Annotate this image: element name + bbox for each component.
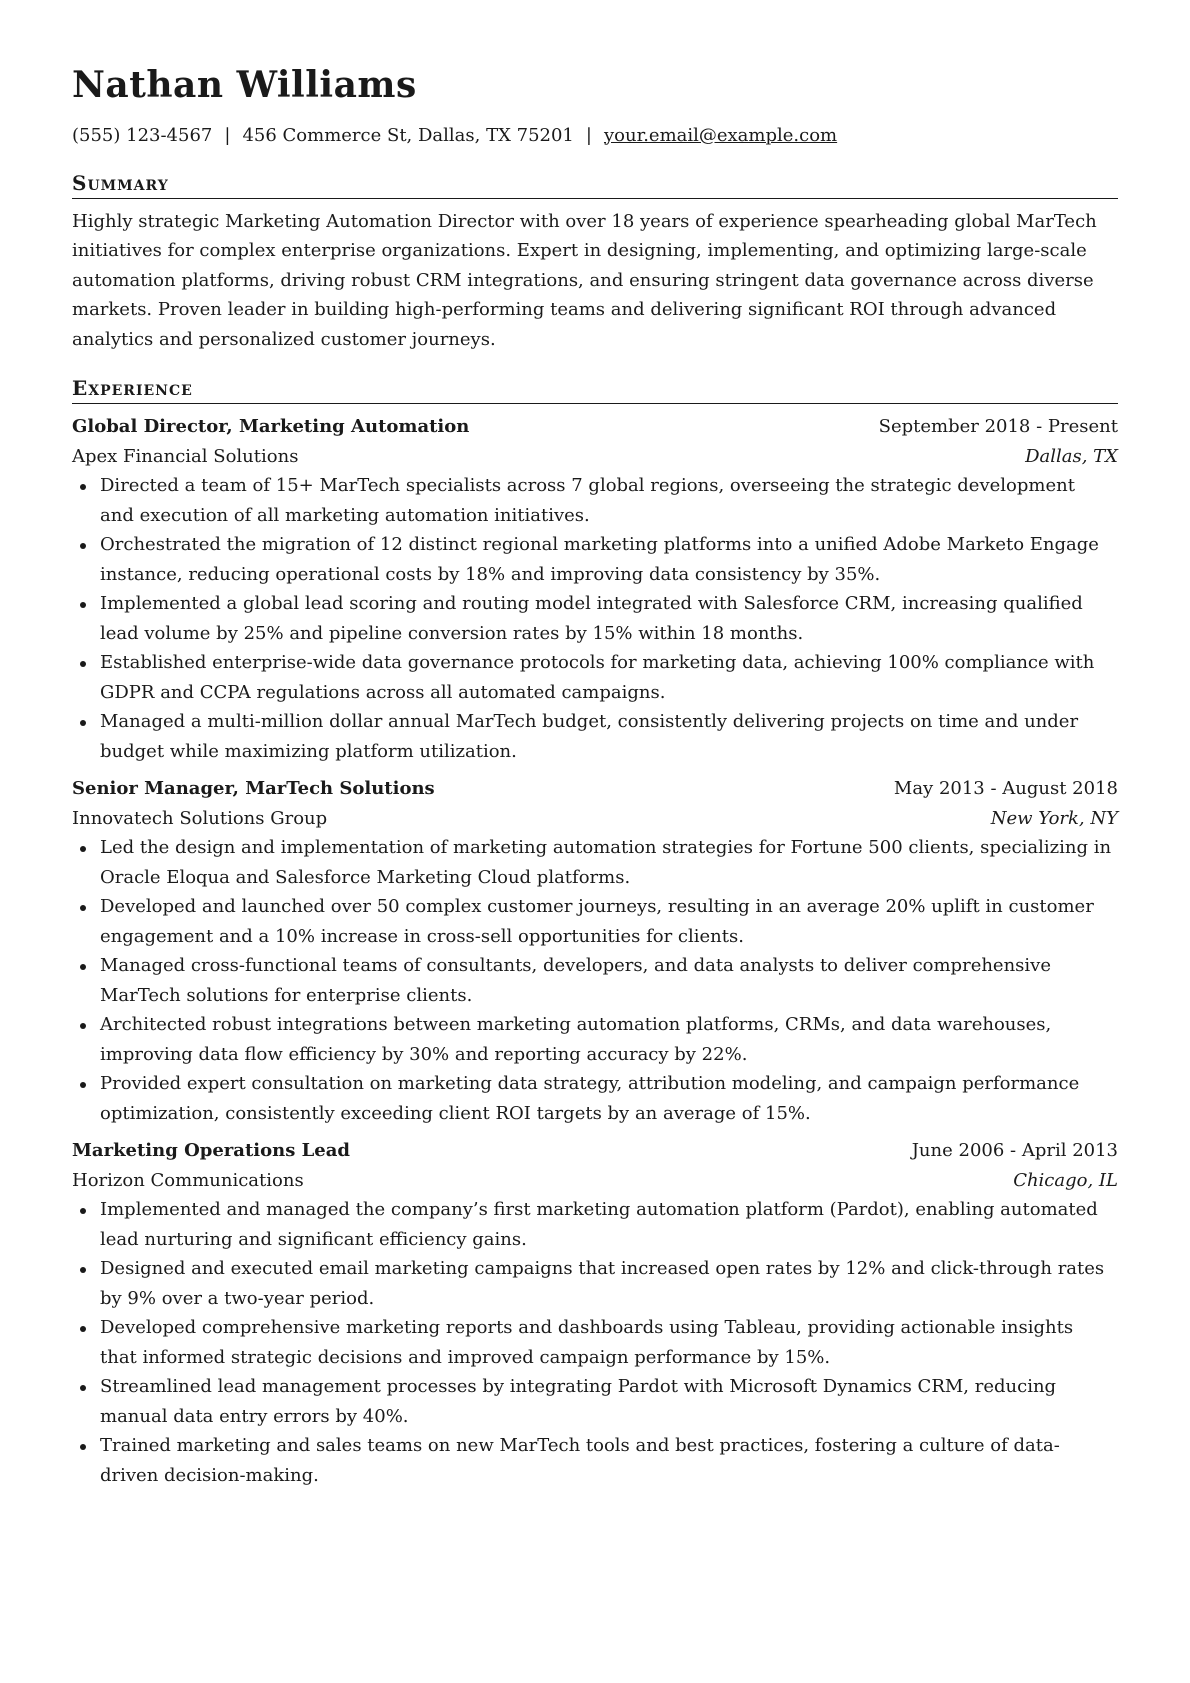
bullet-text: Provided expert consultation on marketing data strategy, attribution modeling, and campaign performance optimization, consistently exceeding client ROI targets by an average of 15%. — [100, 1073, 1080, 1124]
job-dates: May 2013 - August 2018 — [893, 778, 1118, 800]
job-header-row — [72, 774, 1118, 804]
bullet-item — [72, 1010, 1118, 1069]
job-dates: September 2018 - Present — [878, 416, 1118, 438]
bullet-icon — [80, 1208, 86, 1214]
bullet-item — [72, 471, 1118, 530]
bullet-item — [72, 1313, 1118, 1372]
job-company-row — [72, 804, 1118, 834]
bullet-item — [72, 1254, 1118, 1313]
job-header-row — [72, 412, 1118, 442]
address: 456 Commerce St, Dallas, TX 75201 — [242, 124, 574, 146]
job-header-row — [72, 1136, 1118, 1166]
summary-text: Highly strategic Marketing Automation Director with over 18 years of experience spearheading global MarTech initiatives for complex enterprise organizations. Expert in designing, implementing, and optimizing large-scale automation platforms, driving robust CRM integrations, and ensuring stringent data governance across diverse markets. Proven leader in building high-performing teams and delivering significant ROI through advanced analytics and personalized customer journeys. — [72, 210, 1097, 350]
contact-separator: | — [585, 124, 592, 146]
bullet-text: Architected robust integrations between marketing automation platforms, CRMs, and data warehouses, improving data flow efficiency by 30% and reporting accuracy by 22%. — [100, 1014, 1052, 1065]
bullet-item — [72, 833, 1118, 892]
bullet-icon — [80, 905, 86, 911]
bullet-icon — [80, 1082, 86, 1088]
bullet-text: Established enterprise-wide data governance protocols for marketing data, achieving 100% compliance with GDPR and CCPA regulations across all automated campaigns. — [100, 652, 1095, 703]
bullet-icon — [80, 846, 86, 852]
bullet-item — [72, 1431, 1118, 1490]
bullet-item — [72, 892, 1118, 951]
bullet-item — [72, 1372, 1118, 1431]
bullet-text: Developed comprehensive marketing reports and dashboards using Tableau, providing actionable insights that informed strategic decisions and improved campaign performance by 15%. — [100, 1317, 1074, 1368]
job-location: Chicago, IL — [1013, 1169, 1118, 1191]
bullet-item — [72, 951, 1118, 1010]
email-link[interactable]: your.email@example.com — [603, 124, 838, 146]
job-company: Apex Financial Solutions — [72, 445, 299, 467]
candidate-name: Nathan Williams — [72, 64, 417, 106]
bullet-item — [72, 530, 1118, 589]
bullet-text: Managed cross-functional teams of consultants, developers, and data analysts to deliver comprehensive MarTech solutions for enterprise clients. — [100, 955, 1051, 1006]
bullet-icon — [80, 1444, 86, 1450]
bullet-text: Streamlined lead management processes by integrating Pardot with Microsoft Dynamics CRM, reducing manual data entry errors by 40%. — [100, 1376, 1057, 1427]
bullet-item — [72, 1069, 1118, 1128]
contact-separator: | — [224, 124, 231, 146]
bullet-item — [72, 1195, 1118, 1254]
bullet-text: Led the design and implementation of marketing automation strategies for Fortune 500 clients, specializing in Oracle Eloqua and Salesforce Marketing Cloud platforms. — [100, 837, 1112, 888]
bullet-icon — [80, 484, 86, 490]
job-company-row — [72, 442, 1118, 472]
job-location: New York, NY — [990, 807, 1118, 829]
job-title: Marketing Operations Lead — [72, 1140, 350, 1162]
job-bullets — [72, 471, 1118, 766]
experience-heading: Experience — [72, 376, 1118, 404]
job-company-row — [72, 1166, 1118, 1196]
job-dates: June 2006 - April 2013 — [911, 1140, 1118, 1162]
job-title: Senior Manager, MarTech Solutions — [72, 778, 435, 800]
job-company: Horizon Communications — [72, 1169, 304, 1191]
job-entry — [72, 412, 1118, 766]
bullet-icon — [80, 1023, 86, 1029]
bullet-text: Implemented and managed the company’s first marketing automation platform (Pardot), enabling automated lead nurturing and significant efficiency gains. — [100, 1199, 1098, 1250]
bullet-icon — [80, 720, 86, 726]
bullet-item — [72, 648, 1118, 707]
bullet-icon — [80, 1326, 86, 1332]
bullet-icon — [80, 1267, 86, 1273]
bullet-text: Trained marketing and sales teams on new MarTech tools and best practices, fostering a culture of data-driven decision-making. — [100, 1435, 1060, 1486]
bullet-item — [72, 707, 1118, 766]
contact-line — [72, 124, 1118, 147]
bullet-text: Orchestrated the migration of 12 distinct regional marketing platforms into a unified Adobe Marketo Engage instance, reducing operational costs by 18% and improving data consistency by 35%. — [100, 534, 1099, 585]
bullet-icon — [80, 964, 86, 970]
job-title: Global Director, Marketing Automation — [72, 416, 470, 438]
bullet-text: Managed a multi-million dollar annual MarTech budget, consistently delivering projects on time and under budget while maximizing platform utilization. — [100, 711, 1079, 762]
job-entry — [72, 1136, 1118, 1490]
bullet-text: Directed a team of 15+ MarTech specialists across 7 global regions, overseeing the strategic development and execution of all marketing automation initiatives. — [100, 475, 1075, 526]
bullet-icon — [80, 602, 86, 608]
bullet-item — [72, 589, 1118, 648]
job-entry — [72, 774, 1118, 1128]
bullet-text: Implemented a global lead scoring and routing model integrated with Salesforce CRM, increasing qualified lead volume by 25% and pipeline conversion rates by 15% within 18 months. — [100, 593, 1083, 644]
job-location: Dallas, TX — [1025, 445, 1118, 467]
bullet-text: Designed and executed email marketing campaigns that increased open rates by 12% and click-through rates by 9% over a two-year period. — [100, 1258, 1105, 1309]
phone: (555) 123-4567 — [72, 124, 213, 146]
bullet-icon — [80, 1385, 86, 1391]
job-bullets — [72, 833, 1118, 1128]
bullet-icon — [80, 543, 86, 549]
summary-heading: Summary — [72, 171, 1118, 199]
bullet-icon — [80, 661, 86, 667]
job-company: Innovatech Solutions Group — [72, 807, 328, 829]
job-bullets — [72, 1195, 1118, 1490]
bullet-text: Developed and launched over 50 complex customer journeys, resulting in an average 20% uplift in customer engagement and a 10% increase in cross-sell opportunities for clients. — [100, 896, 1094, 947]
